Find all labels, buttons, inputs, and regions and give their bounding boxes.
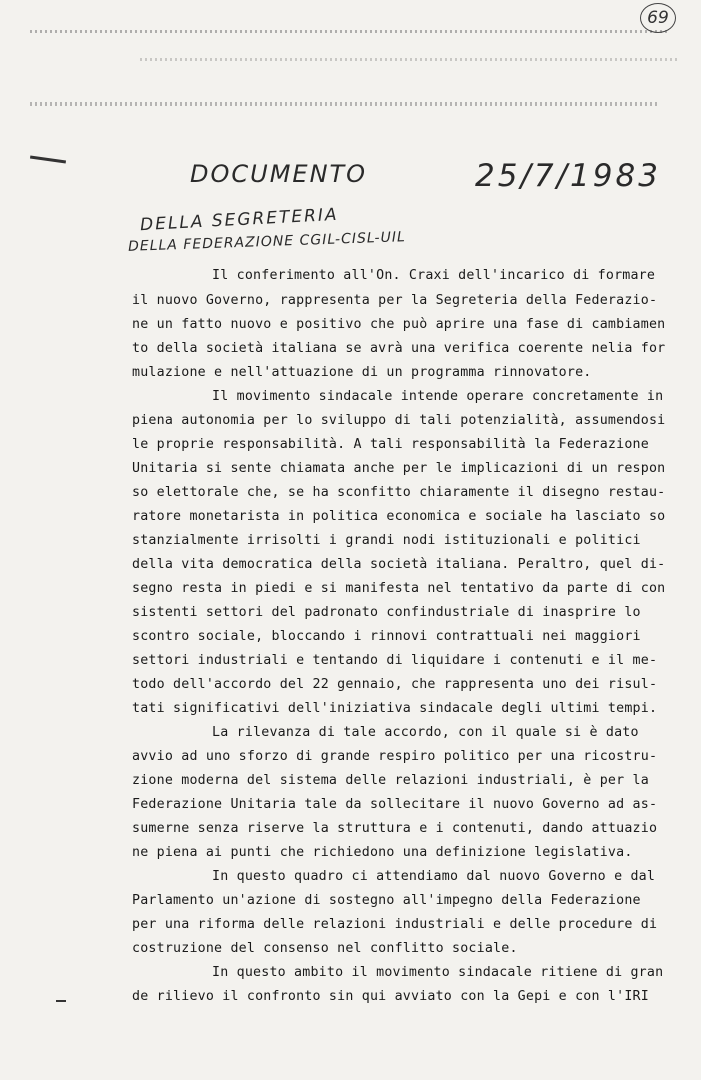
text-line: Parlamento un'azione di sostegno all'impegno della Federazione <box>132 893 641 908</box>
text-line: sumerne senza riserve la struttura e i contenuti, dando attuazio <box>132 821 658 836</box>
margin-dash-bottom <box>56 1000 66 1002</box>
text-line: de rilievo il confronto sin qui avviato con la Gepi e con l'IRI <box>132 989 649 1004</box>
text-line: ne un fatto nuovo e positivo che può aprire una fase di cambiamen <box>132 317 666 332</box>
handwritten-subtitle-2: DELLA FEDERAZIONE CGIL-CISL-UIL <box>127 229 407 255</box>
text-line: scontro sociale, bloccando i rinnovi contrattuali nei maggiori <box>132 629 641 644</box>
handwritten-title: DOCUMENTO <box>190 160 368 188</box>
text-line: sistenti settori del padronato confindustriale di inasprire lo <box>132 605 641 620</box>
text-line: della vita democratica della società italiana. Peraltro, quel di- <box>132 557 666 572</box>
text-line: le proprie responsabilità. A tali responsabilità la Federazione <box>132 437 649 452</box>
text-line: Il movimento sindacale intende operare concretamente in <box>212 389 664 404</box>
text-line: per una riforma delle relazioni industriali e delle procedure di <box>132 917 658 932</box>
scan-noise-top-3 <box>30 102 660 106</box>
text-line: Unitaria si sente chiamata anche per le implicazioni di un respon <box>132 461 666 476</box>
text-line: La rilevanza di tale accordo, con il quale si è dato <box>212 725 639 740</box>
text-line: segno resta in piedi e si manifesta nel tentativo da parte di con <box>132 581 666 596</box>
text-line: il nuovo Governo, rappresenta per la Segreteria della Federazio- <box>132 293 658 308</box>
scan-noise-top <box>30 30 670 33</box>
text-line: zione moderna del sistema delle relazioni industriali, è per la <box>132 773 649 788</box>
text-line: todo dell'accordo del 22 gennaio, che rappresenta uno dei risul- <box>132 677 658 692</box>
page-number: 69 <box>640 3 676 33</box>
text-line: stanzialmente irrisolti i grandi nodi istituzionali e politici <box>132 533 641 548</box>
text-line: In questo ambito il movimento sindacale ritiene di gran <box>212 965 664 980</box>
margin-dash <box>30 156 66 164</box>
scan-noise-top-2 <box>140 58 680 61</box>
text-line: avvio ad uno sforzo di grande respiro politico per una ricostru- <box>132 749 658 764</box>
text-line: In questo quadro ci attendiamo dal nuovo Governo e dal <box>212 869 656 884</box>
text-line: costruzione del consenso nel conflitto sociale. <box>132 941 518 956</box>
handwritten-subtitle-1: DELLA SEGRETERIA <box>139 204 340 236</box>
text-line: ratore monetarista in politica economica e sociale ha lasciato so <box>132 509 666 524</box>
text-line: to della società italiana se avrà una verifica coerente nelia for <box>132 341 666 356</box>
text-line: piena autonomia per lo sviluppo di tali potenzialità, assumendosi <box>132 413 666 428</box>
text-line: ne piena ai punti che richiedono una definizione legislativa. <box>132 845 633 860</box>
text-line: Federazione Unitaria tale da sollecitare il nuovo Governo ad as- <box>132 797 658 812</box>
text-line: settori industriali e tentando di liquidare i contenuti e il me- <box>132 653 658 668</box>
text-line: so elettorale che, se ha sconfitto chiaramente il disegno restau- <box>132 485 666 500</box>
text-line: Il conferimento all'On. Craxi dell'incarico di formare <box>212 268 656 283</box>
text-line: mulazione e nell'attuazione di un programma rinnovatore. <box>132 365 592 380</box>
text-line: tati significativi dell'iniziativa sindacale degli ultimi tempi. <box>132 701 658 716</box>
handwritten-date: 25/7/1983 <box>475 158 661 194</box>
